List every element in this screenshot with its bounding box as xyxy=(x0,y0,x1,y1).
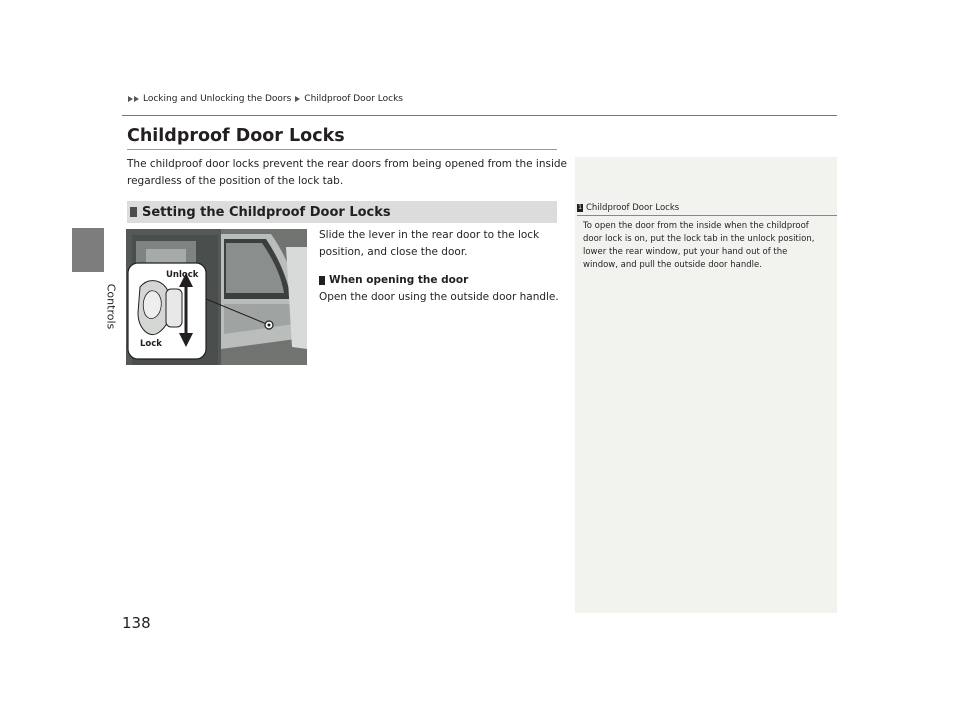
breadcrumb-arrow-icon xyxy=(134,96,139,102)
instruction-text: Slide the lever in the rear door to the lock position, and close the door. xyxy=(319,229,540,258)
note-heading xyxy=(577,203,679,213)
side-tab-label: Controls xyxy=(104,283,118,330)
breadcrumb xyxy=(128,94,403,104)
sub-heading xyxy=(319,272,569,289)
intro-paragraph: The childproof door locks prevent the rear doors from being opened from the inside regardless of the position of the lock tab. xyxy=(127,158,568,187)
note-rule xyxy=(577,215,837,216)
page-number: 138 xyxy=(122,614,151,632)
note-title[interactable]: Childproof Door Locks xyxy=(586,203,680,213)
breadcrumb-arrow-icon xyxy=(128,96,133,102)
note-text: To open the door from the inside when the childproof door lock is on, put the lock tab in the unlock position, lower the rear window, put your hand out of the window, and pull the outside door handle. xyxy=(583,221,815,270)
header-rule xyxy=(122,115,837,116)
sub-text: Open the door using the outside door handle. xyxy=(319,291,559,303)
breadcrumb-item[interactable]: Childproof Door Locks xyxy=(304,94,403,104)
sub-heading-text: When opening the door xyxy=(329,274,469,286)
side-tab-marker xyxy=(72,228,104,272)
section-heading-bar xyxy=(127,201,557,223)
page-title: Childproof Door Locks xyxy=(127,126,345,146)
title-rule xyxy=(127,149,557,150)
unlock-label: Unlock xyxy=(166,270,199,280)
breadcrumb-arrow-icon xyxy=(295,96,300,102)
section-body xyxy=(319,227,569,306)
door-lock-drawing xyxy=(126,229,307,365)
door-lock-illustration xyxy=(126,229,307,365)
sub-heading-square-icon xyxy=(319,276,325,285)
section-title: Setting the Childproof Door Locks xyxy=(142,204,391,220)
breadcrumb-item[interactable]: Locking and Unlocking the Doors xyxy=(143,94,292,104)
lock-label: Lock xyxy=(140,339,162,349)
note-badge-icon: 1 xyxy=(578,204,582,211)
section-square-icon xyxy=(130,207,137,217)
